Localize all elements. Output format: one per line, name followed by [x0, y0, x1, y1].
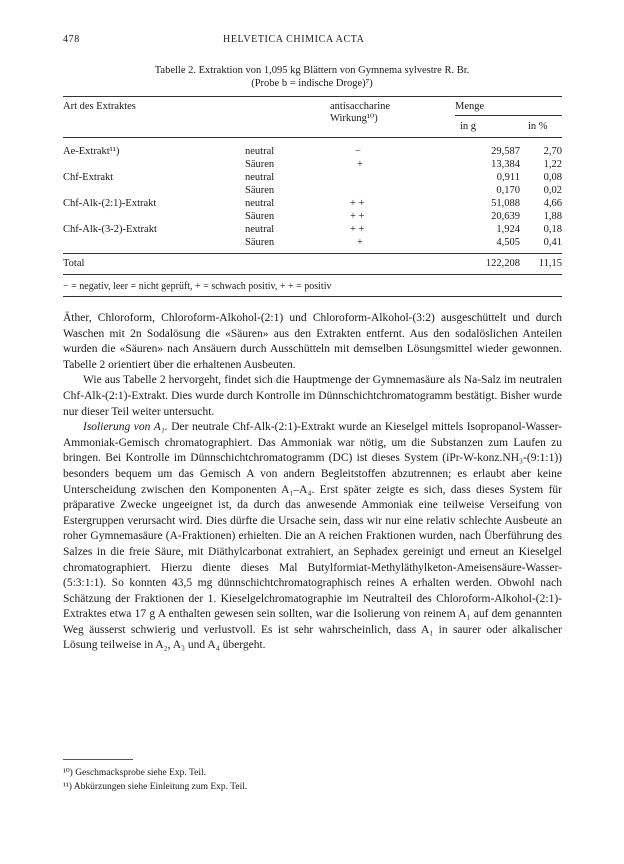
row-wirkung: − — [355, 146, 361, 157]
header-in-g: in g — [460, 121, 477, 132]
row-wirkung: + + — [350, 198, 365, 209]
row-wirkung: + + — [350, 211, 365, 222]
row-grams: 0,911 — [496, 172, 520, 183]
row-grams: 0,170 — [496, 185, 520, 196]
header-in-pct: in % — [528, 121, 548, 132]
total-percent: 11,15 — [538, 258, 562, 269]
row-grams: 4,505 — [496, 237, 520, 248]
row-grams: 13,384 — [491, 159, 520, 170]
row-percent: 4,66 — [543, 198, 562, 209]
row-fraction: neutral — [245, 172, 275, 183]
row-percent: 0,08 — [543, 172, 562, 183]
section-heading: Isolierung von A₁. — [83, 421, 168, 434]
table-legend: − = negativ, leer = nicht geprüft, + = schwach positiv, + + = positiv — [63, 281, 332, 292]
table-legend-rule — [63, 274, 562, 275]
header-antisaccharine: antisaccharine — [330, 101, 391, 112]
row-wirkung: + + — [350, 224, 365, 235]
total-grams: 122,208 — [485, 258, 520, 269]
table-caption-line2: (Probe b = indische Droge)⁷) — [251, 78, 373, 89]
table-header-rule — [63, 137, 562, 138]
row-grams: 20,639 — [491, 211, 520, 222]
row-grams: 29,587 — [491, 146, 520, 157]
row-name: Chf-Alk-(2:1)-Extrakt — [63, 198, 157, 209]
footnote-separator — [63, 759, 133, 760]
row-percent: 1,22 — [543, 159, 562, 170]
row-name: Chf-Extrakt — [63, 172, 114, 183]
table-bottom-rule — [63, 296, 562, 297]
row-fraction: Säuren — [245, 237, 275, 248]
footnote-10: ¹⁰) Geschmacksprobe siehe Exp. Teil. — [63, 768, 206, 778]
row-fraction: Säuren — [245, 159, 275, 170]
row-percent: 2,70 — [543, 146, 562, 157]
paragraph-3-text: Der neutrale Chf-Alk-(2:1)-Extrakt wurde an Kieselgel mittels Isopropanol-Wasser-Ammoniak-Gemisch chromatographiert. Das Ammoniak war nötig, um die Substanzen zum Laufen zu bringen. Bei Kontrolle im Dünnschichtchromatogramm (DC) ist dieses System (iPr-W-konz.NH₃-(9:1:1)) besonders bequem um das Gemisch A von andern Begleitstoffen abzutrennen; es erlaubt aber keine Unterscheidung zwischen den Komponenten A₁–A₄. Erst später zeigte es sich, dass dieses System für präparative Zwecke ungeeignet ist, da durch das anwesende Ammoniak eine teilweise Verseifung von Estergruppen verursacht wird. Dies dürfte die Ursache sein, dass wir nur eine relativ schlechte Ausbeute an roher Gymnemasäure (A-Fraktionen) erhielten. Die an A reichen Fraktionen wurden, nach Überführung des Salzes in die freie Säure, mit Diäthylcarbonat extrahiert, an Sephadex gereinigt und erneut an Kieselgel chromatographiert. Hierzu diente dieses Mal Butylformiat-Methyläthylketon-Ameisensäure-Wasser-(5:3:1:1). So konnten 43,5 mg dünnschichtchromatographisch reines A erhalten werden. Obwohl nach Schätzung der Fraktionen der 1. Kieselgelchromatographie im Neutralteil des Chloroform-Alkohol-(2:1)-Extraktes etwa 17 g A enthalten gewesen sein sollten, war die Isolierung von reinem A₁ auf dem genannten Weg äusserst schwierig und verlustvoll. Es ist sehr wahrscheinlich, dass A₁ in saurer oder alkalischer Lösung teilweise in A₂, A₃ und A₄ übergeht. — [63, 421, 563, 652]
journal-title: HELVETICA CHIMICA ACTA — [223, 34, 365, 45]
row-percent: 1,88 — [543, 211, 562, 222]
paragraph-2: Wie aus Tabelle 2 hervorgeht, findet sich die Hauptmenge der Gymnemasäure als Na-Salz im neutralen Chf-Alk-(2:1)-Extrakt. Dies wurde durch Kontrolle im Dünnschichtchromatogramm bestätigt. Bisher wurde nur dieser Teil weiter untersucht. — [63, 374, 562, 418]
paragraph-3 — [63, 420, 562, 654]
row-grams: 51,088 — [491, 198, 520, 209]
footnote-11: ¹¹) Abkürzungen siehe Einleitung zum Exp. Teil. — [63, 782, 248, 792]
row-percent: 0,41 — [543, 237, 562, 248]
total-label: Total — [63, 258, 85, 269]
header-art: Art des Extraktes — [63, 101, 136, 112]
row-grams: 1,924 — [496, 224, 520, 235]
row-fraction: neutral — [245, 198, 275, 209]
table-top-rule — [63, 96, 562, 97]
row-name: Chf-Alk-(3-2)-Extrakt — [63, 224, 157, 235]
body-text — [63, 311, 562, 654]
row-percent: 0,02 — [543, 185, 562, 196]
row-fraction: neutral — [245, 146, 275, 157]
menge-subrule — [455, 115, 562, 116]
header-menge: Menge — [455, 101, 485, 112]
row-wirkung: + — [357, 237, 363, 248]
page-number: 478 — [63, 34, 80, 45]
header-wirkung: Wirkung¹⁰) — [330, 113, 378, 124]
row-fraction: Säuren — [245, 185, 275, 196]
table-total-rule — [63, 253, 562, 254]
row-fraction: Säuren — [245, 211, 275, 222]
paragraph-1: Äther, Chloroform, Chloroform-Alkohol-(2:1) und Chloroform-Alkohol-(3:2) ausgeschüttelt und durch Waschen mit 2n Sodalösung die «Säuren» aus den Extrakten entfernt. Aus den sodalöslichen Anteilen wurden die «Säuren» nach Ansäuern durch Ausschütteln mit demselben Lösungsmittel wieder gewonnen. Tabelle 2 orientiert über die erhaltenen Ausbeuten. — [63, 312, 562, 371]
row-fraction: neutral — [245, 224, 275, 235]
row-percent: 0,18 — [543, 224, 562, 235]
row-name: Ae-Extrakt¹¹) — [63, 146, 120, 157]
row-wirkung: + — [357, 159, 363, 170]
table-caption-line1: Tabelle 2. Extraktion von 1,095 kg Blättern von Gymnema sylvestre R. Br. — [154, 65, 470, 76]
